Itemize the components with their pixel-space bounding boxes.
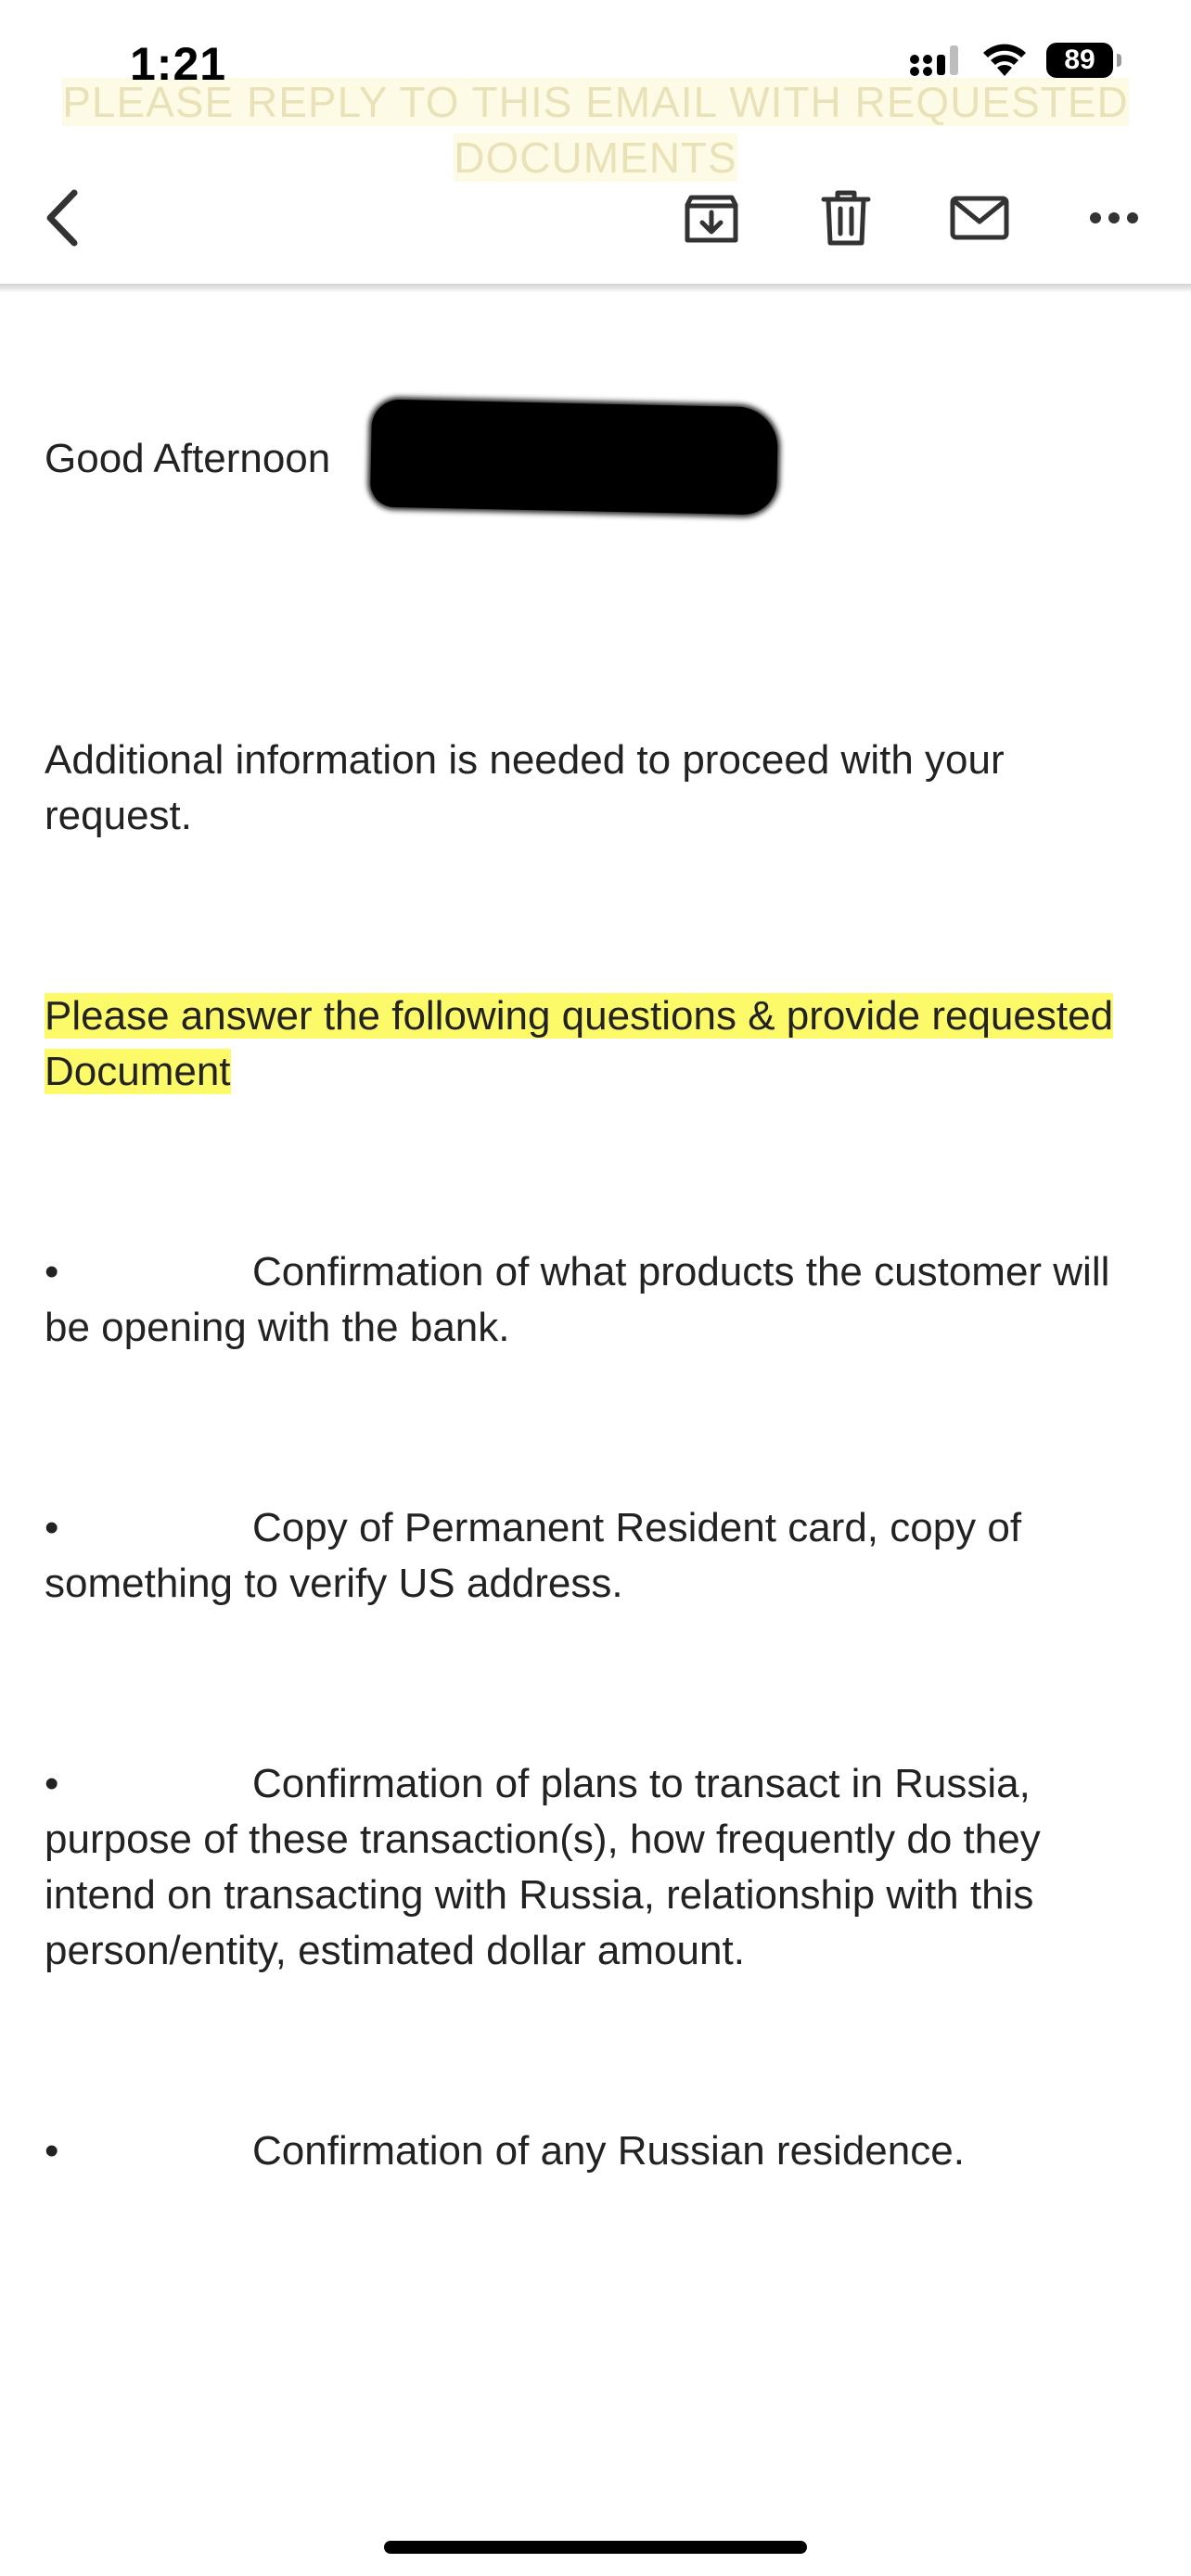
list-item: • Copy of Permanent Resident card, copy of something to verify US address. [45,1505,1022,1606]
list-item-text: Confirmation of what products the customer will be opening with the bank. [45,1249,1110,1350]
home-indicator[interactable] [384,2541,807,2554]
status-bar [0,0,1191,130]
list-item: • Confirmation of what products the customer will be opening with the bank. [45,1249,1110,1350]
highlighted-paragraph [45,988,1158,1100]
list-item-text: Confirmation of plans to transact in Russia, purpose of these transaction(s), how frequently do they intend on transacting with Russia, relationship with this person/entity, estimated dollar amount. [45,1761,1041,1973]
trash-icon [820,188,872,248]
cellular-signal-icon [909,44,963,77]
mail-icon [949,194,1010,242]
list-item-text: Copy of Permanent Resident card, copy of something to verify US address. [45,1505,1022,1606]
list-item: • Confirmation of any Russian residence. [45,2128,965,2174]
info-paragraph: Additional information is needed to proceed with your request. [45,737,1005,838]
more-horizontal-icon [1088,210,1140,225]
toolbar-divider [0,284,1191,293]
faded-subject-line2: DOCUMENTS [454,134,737,182]
greeting-text: Good Afternoon [45,436,331,481]
battery-icon [1046,43,1113,78]
list-item-text: Confirmation of any Russian residence. [252,2128,965,2174]
chevron-left-icon [39,185,85,250]
list-item: • Confirmation of plans to transact in Russia, purpose of these transaction(s), how frequently do they intend on transacting with Russia, relationship with this person/entity, estimated dollar amount. [45,1761,1041,1973]
wifi-icon [981,43,1028,78]
highlighted-text: Please answer the following questions & provide requested Document [45,993,1114,1094]
archive-button[interactable] [670,176,753,260]
email-toolbar [0,148,1191,287]
battery-level: 89 [1064,45,1095,75]
more-options-button[interactable] [1072,176,1156,260]
mark-unread-button[interactable] [938,176,1021,260]
archive-icon [682,188,741,248]
status-icons [909,43,1113,78]
back-button[interactable] [20,176,104,260]
redacted-name [370,399,778,515]
status-time: 1:21 [130,38,227,90]
faded-subject-line1: PLEASE REPLY TO THIS EMAIL WITH REQUESTED [62,78,1129,126]
delete-button[interactable] [804,176,888,260]
